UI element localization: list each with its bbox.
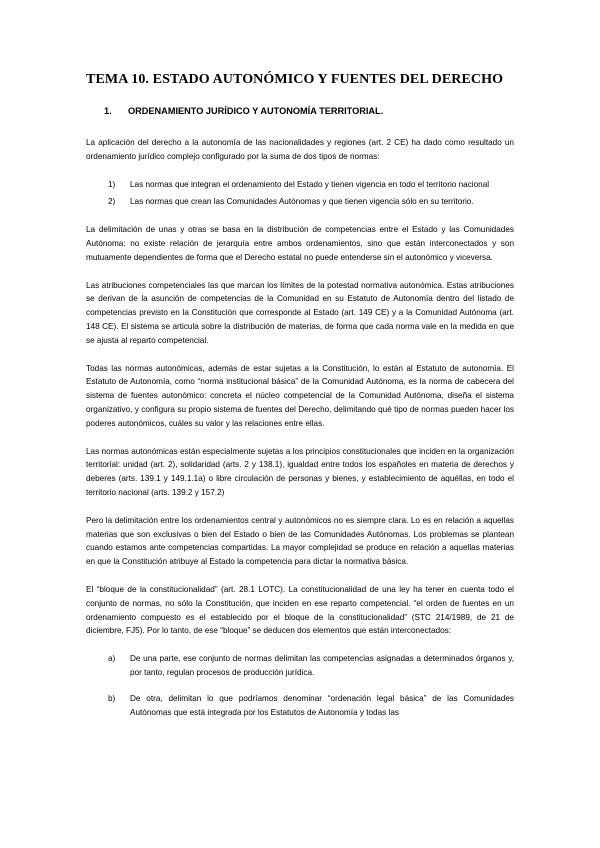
list-marker: a): [108, 654, 116, 664]
paragraph-atribuciones: Las atribuciones competenciales las que marcan los límites de la potestad normativa autonómica. Estas atribuciones se derivan de la asunción de competencias de la Comunidad en su Estatuto de Autonomía dentro del listado de competencias previsto en la Constitución que corresponde al Estado (art. 149 CE) y a la Comunidad Autónoma (art. 148 CE). El sistema se articula sobre la distribución de materias, de forma que cada norma vale en la medida en que se ajusta al reparto competencial.: [86, 280, 514, 345]
list-item-text: De otra, delimitan lo que podríamos denominar “ordenación legal básica” de las Comunidades Autónomas que está integrada por los Estatutos de Autonomía y todas las: [130, 693, 514, 717]
paragraph-estatuto: Todas las normas autonómicas, además de estar sujetas a la Constitución, lo están al Estatuto de autonomía. El Estatuto de Autonomía, como “norma institucional básica” de la Comunidad Autónoma, es la norma de cabecera del sistema de fuentes autonómico: concreta el núcleo competencial de la Comunidad Autónoma, diseña el sistema organizativo, y configura su propio sistema de fuentes del Derecho, delimitando qué tipo de normas pueden hacer los poderes autonómicos, cuáles su valor y las relaciones entre ellas.: [86, 363, 514, 428]
list-item: [108, 178, 514, 192]
paragraph-principios: Las normas autonómicas están especialmente sujetas a los principios constitucionales que inciden en la organización territorial: unidad (art. 2), solidaridad (arts. 2 y 138.1), igualdad entre todos los españoles en materia de derechos y deberes (arts. 139.1 y 149.1.1a) o libre circulación de personas y bienes, y establecimiento de aquéllas, en todo el territorio nacional (arts. 139.2 y 157.2): [86, 446, 514, 497]
elements-list: [86, 652, 514, 719]
section-number: 1.: [104, 106, 112, 116]
norm-types-list: [86, 178, 514, 210]
paragraph-bloque: El “bloque de la constitucionalidad” (art. 28.1 LOTC). La constitucionalidad de una ley ha tener en cuenta todo el conjunto de normas, no sólo la Constitución, que inciden en ese reparto competencial. “el orden de fuentes en un ordenamiento compuesto es el establecido por el bloque de la constitucionalidad” (STC 214/1989, de 21 de diciembre, FJ5). Por lo tanto, de ese “bloque” se deducen dos elementos que están interconectados:: [86, 584, 514, 636]
list-marker: 2): [108, 197, 116, 207]
list-item-text: Las normas que crean las Comunidades Autónomas y que tienen vigencia sólo en su territorio.: [130, 197, 474, 207]
paragraph-ordenamientos: Pero la delimitación entre los ordenamientos central y autonómicos no es siempre clara. Lo es en relación a aquellas materias que son exclusivas o bien del Estado o bien de las Comunidades Autónomas. Los problemas se plantean cuando estamos ante competencias compartidas. La mayor complejidad se produce en relación a aquellas materias en que la Constitución atribuye al Estado la competencia para dictar la normativa básica.: [86, 515, 514, 567]
document-title: TEMA 10. ESTADO AUTONÓMICO Y FUENTES DEL DERECHO: [86, 72, 504, 87]
paragraph-intro: La aplicación del derecho a la autonomía de las nacionalidades y regiones (art. 2 CE) ha dado como resultado un ordenamiento jurídico complejo configurado por la suma de dos tipos de normas:: [86, 138, 514, 161]
section-heading: [104, 106, 514, 116]
list-item-text: De una parte, ese conjunto de normas delimitan las competencias asignadas a determinados órganos y, por tanto, regulan procesos de producción jurídica.: [130, 654, 514, 677]
list-marker: b): [108, 693, 116, 703]
list-item: [108, 652, 514, 680]
list-item: [108, 692, 514, 720]
section-title: ORDENAMIENTO JURÍDICO Y AUTONOMÍA TERRITORIAL.: [128, 106, 384, 116]
list-marker: 1): [108, 179, 116, 189]
list-item: [108, 195, 514, 209]
paragraph-delimitacion: La delimitación de unas y otras se basa en la distribución de competencias entre el Estado y las Comunidades Autónoma: no existe relación de jerarquía entre ambos ordenamientos, sino que están interconectados y son mutuamente dependientes de forma que el Derecho estatal no puede entenderse sin el autonómico y viceversa.: [86, 225, 514, 262]
list-item-text: Las normas que integran el ordenamiento del Estado y tienen vigencia en todo el territorio nacional: [130, 179, 490, 189]
